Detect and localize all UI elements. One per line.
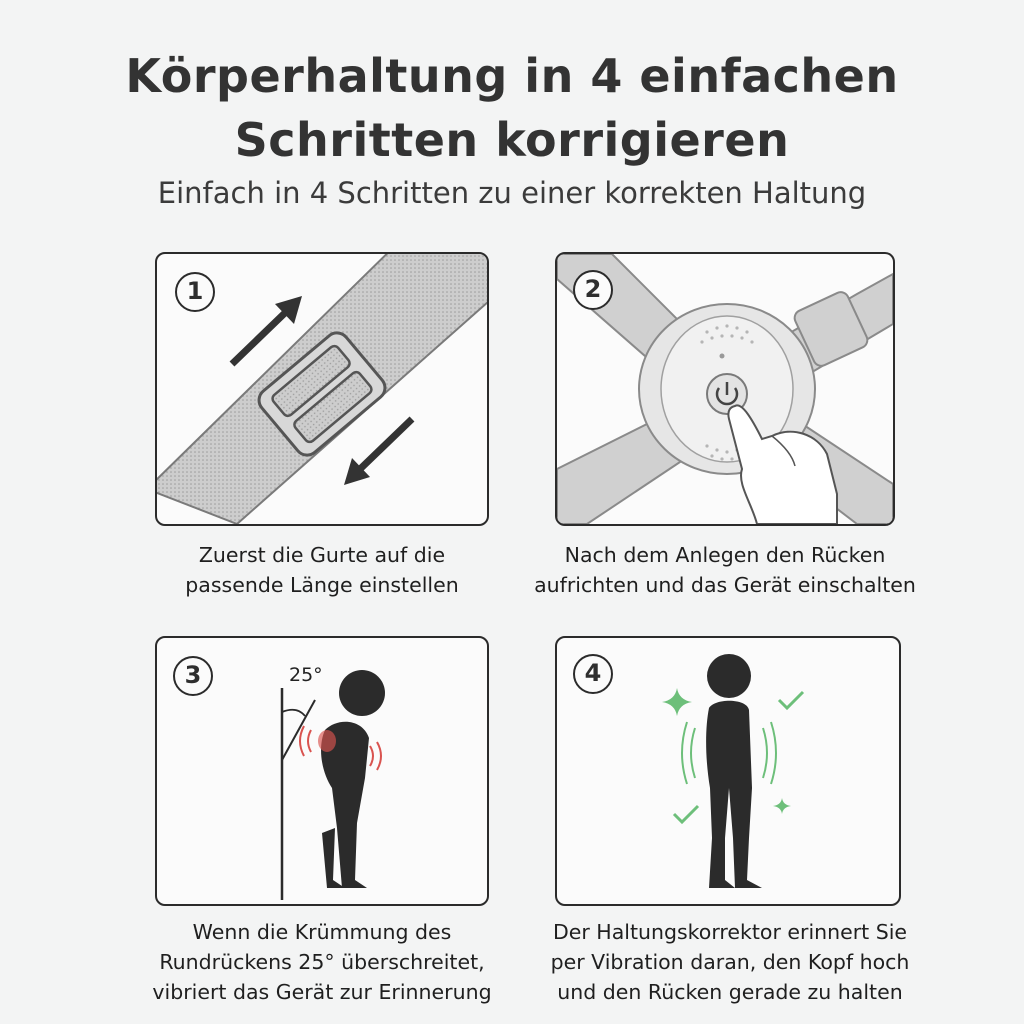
step-1-number-badge <box>175 272 215 312</box>
step-3-caption-line-3: vibriert das Gerät zur Erinnerung <box>152 980 492 1004</box>
page-title-line-2: Schritten korrigieren <box>234 113 790 167</box>
step-4-number-badge <box>573 654 613 694</box>
step-1-panel <box>155 252 489 526</box>
step-2-number: 2 <box>584 275 602 303</box>
step-3-caption <box>120 917 524 1007</box>
step-4-caption <box>515 917 945 1007</box>
step-1-caption-line-2: passende Länge einstellen <box>185 573 459 597</box>
step-4-panel <box>555 636 901 906</box>
step-2-caption-line-2: aufrichten und das Gerät einschalten <box>534 573 916 597</box>
page-title-line-1: Körperhaltung in 4 einfachen <box>125 49 899 103</box>
step-2-caption-line-1: Nach dem Anlegen den Rücken <box>564 543 886 567</box>
step-4-caption-line-2: per Vibration daran, den Kopf hoch <box>550 950 910 974</box>
step-3-number-badge <box>173 656 213 696</box>
step-4-caption-line-1: Der Haltungskorrektor erinnert Sie <box>552 920 908 944</box>
page-subtitle: Einfach in 4 Schritten zu einer korrekten Haltung <box>157 176 867 210</box>
step-3-number: 3 <box>184 661 202 689</box>
step-3-caption-line-1: Wenn die Krümmung des <box>192 920 452 944</box>
step-1-number: 1 <box>186 277 204 305</box>
step-3-caption-line-2: Rundrückens 25° überschreitet, <box>159 950 485 974</box>
step-2-caption <box>505 540 945 600</box>
step-2-panel <box>555 252 895 526</box>
step-4-number: 4 <box>584 659 602 687</box>
step-4-caption-line-3: und den Rücken gerade zu halten <box>557 980 903 1004</box>
step-3-panel <box>155 636 489 906</box>
step-1-caption <box>140 540 504 600</box>
step-1-caption-line-1: Zuerst die Gurte auf die <box>198 543 446 567</box>
step-2-number-badge <box>573 270 613 310</box>
step-3-angle-label: 25° <box>289 664 323 686</box>
